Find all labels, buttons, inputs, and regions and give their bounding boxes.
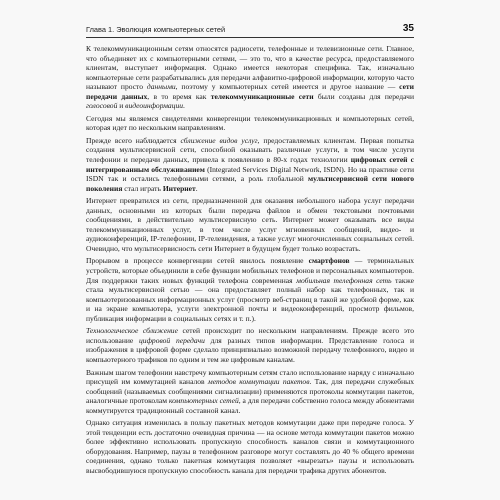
page-number: 35	[402, 23, 414, 34]
paragraph-8: Однако ситуация изменилась в пользу пакетных методов коммутации даже при передаче голоса. У этой тенденции есть достаточно очевидная причина — на основе метода коммутации пакетов можно более эффективно использовать пропускную способность каналов связи и коммутационного оборудования. Например, паузы в телефонном разговоре могут составлять до 40 % общего времени соединения, однако только пакетная коммутация позволяет «вырезать» паузы и использовать высвободившуюся пропускную способность канала для передачи трафика других абонентов.	[86, 418, 414, 475]
page-body	[86, 44, 414, 476]
paragraph-2: Сегодня мы являемся свидетелями конвергенции телекоммуникационных и компьютерных сетей, которая идет по нескольким направлениям.	[86, 113, 414, 133]
paragraph-5: Прорывом в процессе конвергенции сетей явилось появление смартфонов — терминальных устройств, которые объединили в себе функции мобильных телефонов и персональных компьютеров. Для поддержки таких новых функций телефона современная мобильная телефонная сеть также стала мультисервисной сетью — она предоставляет полный набор как телефонных, так и компьютеризованных информационных услуг (просмотр веб-страниц в такой же удобной форме, как и на экране компьютера, услуги электронной почты и видеоконференций, просмотр фильмов, публикация информации в социальных сетях и т. п.).	[86, 256, 414, 323]
paragraph-3: Прежде всего наблюдается сближение видов услуг, предоставляемых клиентам. Первая попытка создания мультисервисной сети, способной оказывать различные услуги, в том числе услуги телефонии и передачи данных, привела к появлению в 80-х годах технологии цифровых сетей с интегрированным обслуживанием (Integrated Services Digital Network, ISDN). Но на практике сети ISDN так и остались телефонными сетями, а роль глобальной мультисервисной сети нового поколения стал играть Интернет.	[86, 135, 414, 193]
paragraph-6: Технологическое сближение сетей происходит по нескольким направлениям. Прежде всего это использование цифровой передачи для разных типов информации. Представление голоса и изображения в цифровой форме сделало принципиально возможной передачу телефонного, видео и компьютерного трафиков по одним и тем же цифровым каналам.	[86, 326, 414, 364]
chapter-title: Глава 1. Эволюция компьютерных сетей	[86, 25, 226, 34]
running-header	[86, 23, 414, 38]
paragraph-4: Интернет превратился из сети, предназначенной для оказания небольшого набора услуг передачи данных, основными из которых были передача файлов и обмен текстовыми почтовыми сообщениями, в действительно мультисервисную сеть. Интернет может оказывать все виды телекоммуникационных услуг, в том числе услуг мгновенных сообщений, видео- и аудиоконференций, IP-телефонии, IP-телевидения, а также услуг многочисленных социальных сетей. Очевидно, что мультисервисность сети Интернет в будущем будет только возрастать.	[86, 196, 414, 253]
paragraph-7: Важным шагом телефонии навстречу компьютерным сетям стало использование наряду с изначально присущей им коммутацией каналов методов коммутации пакетов. Так, для передачи служебных сообщений (называемых сообщениями сигнализации) применяются протоколы коммутации пакетов, аналогичные протоколам компьютерных сетей, а для передачи собственно голоса между абонентами коммутируется традиционный составной канал.	[86, 367, 414, 415]
paragraph-1: К телекоммуникационным сетям относятся радиосети, телефонные и телевизионные сети. Главное, что объединяет их с компьютерными сетями, — это то, что в качестве ресурса, предоставляемого клиентам, выступает информация. Однако имеется некоторая специфика. Так, изначально компьютерные сети разрабатывались для передачи алфавитно-цифровой информации, которую часто называют просто данными, поэтому у компьютерных сетей имеется и другое название — сети передачи данных, в то время как телекоммуникационные сети были созданы для передачи голосовой и видеоинформации.	[86, 44, 414, 111]
